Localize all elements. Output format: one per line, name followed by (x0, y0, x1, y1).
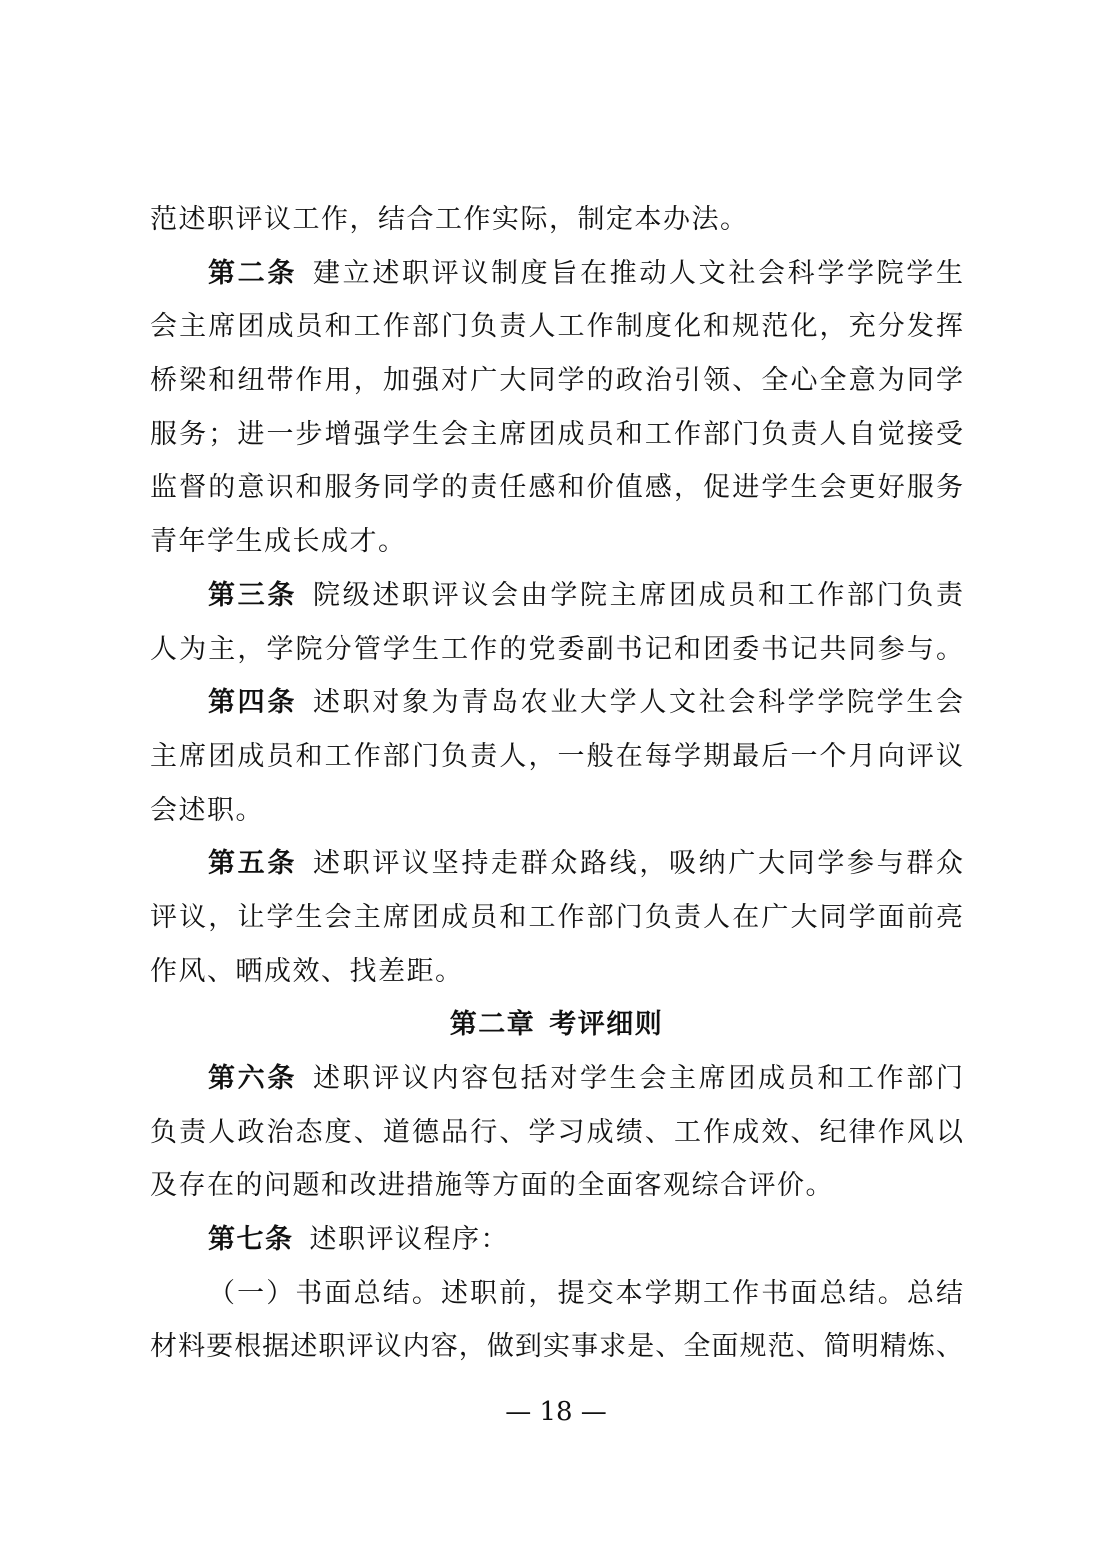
paragraph-line: 会述职。 (150, 794, 264, 826)
article-6 (150, 1052, 963, 1213)
paragraph-line: 人为主，学院分管学生工作的党委副书记和团委书记共同参与。 (150, 633, 963, 665)
article-label: 第四条 (208, 687, 297, 719)
paragraph-line: 监督的意识和服务同学的责任感和价值感，促进学生会更好服务 (150, 472, 963, 504)
article-3 (150, 569, 963, 676)
article-4 (150, 676, 963, 837)
paragraph-line: 材料要根据述职评议内容，做到实事求是、全面规范、简明精炼、 (150, 1331, 963, 1363)
article-label: 第三条 (208, 579, 297, 611)
paragraph-line: 服务；进一步增强学生会主席团成员和工作部门负责人自觉接受 (150, 418, 963, 450)
paragraph-line: 范述职评议工作，结合工作实际，制定本办法。 (150, 204, 749, 235)
article-2 (150, 247, 963, 569)
procedure-item-1 (150, 1267, 963, 1374)
paragraph-line (150, 837, 963, 891)
chapter-label: 第二章 (449, 1009, 536, 1041)
paragraph-line (150, 1213, 963, 1267)
paragraph-line: 评议，让学生会主席团成员和工作部门负责人在广大同学面前亮 (150, 901, 963, 933)
article-7 (150, 1213, 963, 1267)
article-text: 述职评议程序： (309, 1224, 509, 1256)
article-text: 述职评议坚持走群众路线，吸纳广大同学参与群众 (313, 848, 963, 880)
article-label: 第六条 (208, 1063, 297, 1094)
page-number: — 18 — (505, 1397, 607, 1427)
paragraph-line (150, 676, 963, 730)
paragraph-line: 主席团成员和工作部门负责人，一般在每学期最后一个月向评议 (150, 740, 963, 772)
paragraph-line: 青年学生成长成才。 (150, 526, 407, 558)
paragraph-line (150, 247, 963, 301)
article-text: 建立述职评议制度旨在推动人文社会科学学院学生 (313, 257, 963, 289)
article-text: 院级述职评议会由学院主席团成员和工作部门负责 (313, 579, 963, 611)
paragraph-continuation (150, 193, 963, 247)
article-5 (150, 837, 963, 998)
article-label: 第二条 (208, 257, 297, 289)
paragraph-line: 桥梁和纽带作用，加强对广大同学的政治引领、全心全意为同学 (150, 365, 963, 397)
paragraph-line (150, 1052, 963, 1106)
article-label: 第七条 (208, 1224, 294, 1256)
document-body (150, 193, 963, 1374)
chapter-title: 考评细则 (549, 1009, 664, 1041)
article-label: 第五条 (208, 848, 297, 880)
article-text: 述职评议内容包括对学生会主席团成员和工作部门 (313, 1063, 963, 1094)
chapter-heading (150, 998, 963, 1052)
article-text: 述职对象为青岛农业大学人文社会科学学院学生会 (313, 687, 963, 719)
paragraph-line: 及存在的问题和改进措施等方面的全面客观综合评价。 (150, 1170, 834, 1202)
paragraph-line: （一）书面总结。述职前，提交本学期工作书面总结。总结 (208, 1277, 963, 1309)
paragraph-line: 负责人政治态度、道德品行、学习成绩、工作成效、纪律作风以 (150, 1116, 963, 1148)
paragraph-line: 作风、晒成效、找差距。 (150, 955, 464, 987)
paragraph-line (150, 569, 963, 623)
paragraph-line: 会主席团成员和工作部门负责人工作制度化和规范化，充分发挥 (150, 311, 963, 343)
